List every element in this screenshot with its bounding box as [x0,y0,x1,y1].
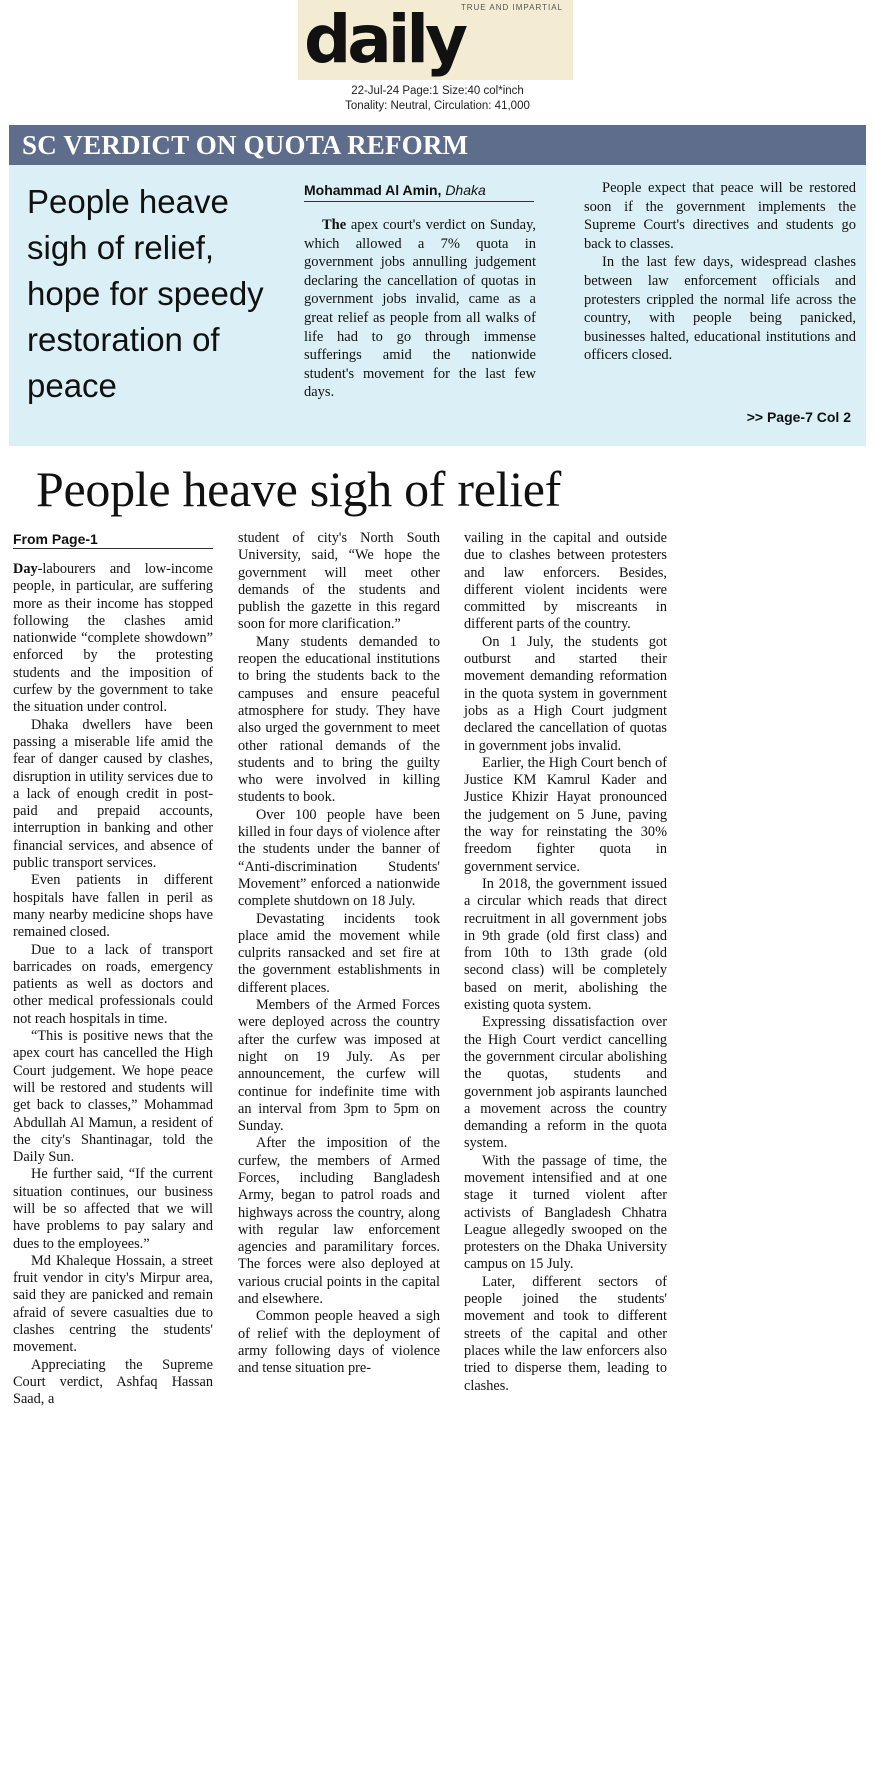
clipping-meta-date: 22-Jul-24 Page:1 Size:40 col*inch [351,85,524,97]
newspaper-logo: daily [304,1,465,78]
article-paragraph: Day-labourers and low-income people, in particular, are suffering more as their income has stopped following the clashes amid nationwide “complete showdown” enforced by the protesting students and the imposition of curfew by the government to take the situation under control. [13,561,213,716]
summary-paragraph: People expect that peace will be restored soon if the government implements the Supreme Court's directives and students go back to classes. [584,180,856,252]
article-paragraph: Appreciating the Supreme Court verdict, Ashfaq Hassan Saad, a [13,1356,213,1408]
article-paragraph: “This is positive news that the apex court has cancelled the High Court judgement. We hope peace will be restored and students will get back to classes,” Mohammad Abdullah Al Mamun, a resident of the city's Shantinagar, told the Daily Sun. [13,1028,213,1166]
article-paragraph: Due to a lack of transport barricades on roads, emergency patients as well as doctors and other medical professionals could not reach hospitals in time. [13,941,213,1027]
masthead-tagline: TRUE AND IMPARTIAL [460,3,563,12]
byline-author: Mohammad Al Amin, [304,182,442,198]
article-paragraph: Earlier, the High Court bench of Justice KM Kamrul Kader and Justice Khizir Hayat pronounced the judgement on 5 June, paving the way for reinstating the 30% freedom fighter quota in government service. [464,754,667,875]
article-paragraph: Expressing dissatisfaction over the High Court verdict cancelling the government circular abolishing the quotas, students and government job aspirants launched a movement across the country demanding a reform in the quota system. [464,1014,667,1152]
continued-from-label: From Page-1 [13,531,213,549]
byline-place: Dhaka [445,182,486,198]
article-column-1 [13,561,213,1409]
article-column-2 [238,530,440,1378]
front-page-summary-box [9,165,866,446]
continued-jump-link: >> Page-7 Col 2 [746,409,851,425]
article-paragraph: student of city's North South University, said, “We hope the government will meet other demands of the students and publish the gazette in this regard soon for more clarification.” [238,530,440,633]
article-paragraph: On 1 July, the students got outburst and started their movement demanding reformation in the quota system in government jobs as a High Court judgment declared the cancellation of quotas in government jobs invalid. [464,633,667,754]
byline [304,181,534,202]
clipping-meta-circulation: Tonality: Neutral, Circulation: 41,000 [345,100,530,112]
article-paragraph: Md Khaleque Hossain, a street fruit vendor in city's Mirpur area, said they are panicked and remain afraid of severe casualties due to clashes centring the students' movement. [13,1252,213,1356]
article-paragraph: In 2018, the government issued a circular which reads that direct recruitment in all government jobs in 9th grade (old first class) and from 10th to 13th grade (old second class) will be completely based on merit, abolishing the existing quota system. [464,875,667,1014]
article-paragraph: He further said, “If the current situation continues, our business will be so affected that we will have problems to pay salary and dues to the employees.” [13,1166,213,1252]
article-paragraph: Common people heaved a sigh of relief with the deployment of army following days of violence and tense situation pre- [238,1308,440,1377]
article-paragraph: vailing in the capital and outside due to clashes between protesters and law enforcers. Besides, different violent incidents were committed by miscreants in different parts of the country. [464,530,667,633]
section-banner-title: SC VERDICT ON QUOTA REFORM [22,130,469,160]
article-paragraph: Over 100 people have been killed in four days of violence after the students under the banner of “Anti-discrimination Students' Movement” enforced a nationwide complete shutdown on 18 July. [238,806,440,910]
article-column-3 [464,530,667,1395]
summary-lead-paragraph: The apex court's verdict on Sunday, which allowed a 7% quota in government jobs annulling judgement declaring the cancellation of quotas in government jobs invalid, came as a great relief as people from all walks of life had to go through immense sufferings amid the nationwide student's movement for the last few days. [304,217,536,401]
article-paragraph: Members of the Armed Forces were deployed across the country after the curfew was imposed at night on 19 July. As per announcement, the curfew will continue for indefinite time with an interval from 3pm to 5pm on Sunday. [238,997,440,1135]
article-paragraph: Even patients in different hospitals have fallen in peril as many nearby medicine shops have remained closed. [13,872,213,941]
article-paragraph: Dhaka dwellers have been passing a miserable life amid the fear of danger caused by clashes, disruption in utility services due to a lack of enough credit in post-paid and prepaid accounts, interruption in banking and other financial services, and absence of public transport services. [13,716,213,872]
article-paragraph: Many students demanded to reopen the educational institutions to bring the students back to the campuses and ensure peaceful atmosphere for study. They have also urged the government to meet other rational demands of the students and to bring the guilty who were involved in killing students to book. [238,633,440,806]
article-paragraph: Later, different sectors of people joined the students' movement and took to different streets of the capital and other places while the law enforcers also tried to disperse them, leading to clashes. [464,1273,667,1394]
summary-column-2 [584,179,856,365]
article-paragraph: After the imposition of the curfew, the members of Armed Forces, including Bangladesh Army, began to patrol roads and highways across the country, along with regular law enforcement agencies and paramilitary forces. The forces were also deployed at various crucial points in the capital and elsewhere. [238,1135,440,1308]
summary-headline: People heave sigh of relief, hope for speedy restoration of peace [27,183,264,404]
masthead-logo [298,0,573,80]
article-paragraph: With the passage of time, the movement intensified and at one stage it turned violent after activists of Bangladesh Chhatra League allegedly swooped on the protesters on the Dhaka University campus on 15 July. [464,1152,667,1273]
summary-lead-word: The [322,217,347,233]
section-banner [9,125,866,165]
summary-paragraph: In the last few days, widespread clashes between law enforcement officials and protesters crippled the normal life across the country, with people being panicked, businesses halted, educational institutions and officers closed. [584,254,856,364]
article-paragraph: Devastating incidents took place amid the movement while culprits ransacked and set fire at the government establishments in different places. [238,910,440,996]
article-headline: People heave sigh of relief [36,461,562,517]
summary-column-1 [304,216,536,402]
article-lead-word: Day [13,561,38,577]
